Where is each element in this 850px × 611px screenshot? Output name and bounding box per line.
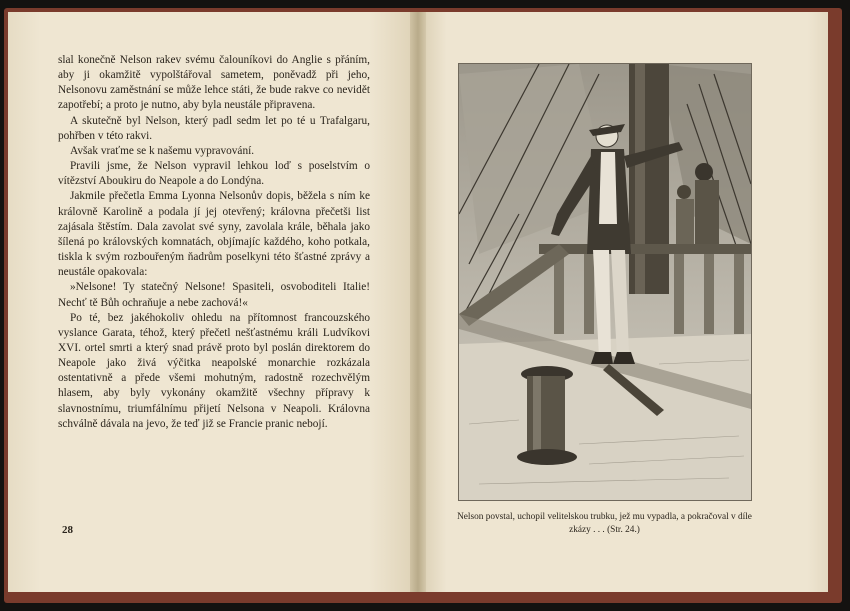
illustration-nelson-on-deck: [458, 63, 752, 501]
paragraph: Jakmile přečetla Emma Lyonna Nelsonův dopis, běžela s ním ke královně Karolině a podala jí jej otevřený; královna přečetši list zajásala štěstím. Dala zavolat své syny, zavolala krále, běhala jako šílená po královských komnatách, objímajíc každého, koho potkala, tiskla k svým rozbouřeným ňadrům poselkyni této šťastné zprávy a neustále opakovala:: [58, 190, 370, 279]
paragraph: Po té, bez jakéhokoliv ohledu na přítomnost francouzského vyslance Garata, téhož, který přečetl nešťastnému králi Ludvíkovi XVI. ortel smrti a který snad právě proto byl poslán direktorem do Neapole jako živá výčitka neapolské monarchie rozkázala ostentativně a přede všemi mohutným, radostně rozechvělým hlasem, aby byly vykonány okamžitě všechny přípravy k slavnostnímu, triumfálnímu přijetí Nelsona v Neapoli. Královna schválně dávala na jevo, že teď již se Francie pranic nebojí.: [58, 311, 370, 430]
illustration-caption: Nelson povstal, uchopil velitelskou trubku, jež mu vypadla, a pokračoval v díle zkázy . . . (Str. 24.): [457, 512, 752, 535]
paragraph: Avšak vraťme se k našemu vypravování.: [70, 144, 255, 157]
paragraph: A skutečně byl Nelson, který padl sedm let po té u Trafalgaru, pohřben v této rakvi.: [58, 114, 370, 142]
paragraph: Pravili jsme, že Nelson vypravil lehkou loď s poselstvím o vítězství Aboukiru do Neapole a do Londýna.: [58, 160, 370, 188]
paragraph: slal konečně Nelson rakev svému čalouníkovi do Anglie s přáním, aby ji okamžitě vypolštářoval sametem, poněvadž při jeho, Nelsonovu zaměstnání se může lehce státi, že bude rakve co nevidět zapotřebí; a proto je nutno, aby byla neustále připravena.: [58, 54, 370, 112]
left-page-text: [58, 53, 370, 432]
book-gutter: [410, 12, 426, 592]
page-number: 28: [62, 524, 73, 536]
left-page: [8, 12, 418, 592]
paragraph-quote: »Nelsone! Ty statečný Nelsone! Spasiteli, osvoboditeli Italie! Nechť tě Bůh ochraňuje a nebe zachová!«: [58, 281, 370, 309]
